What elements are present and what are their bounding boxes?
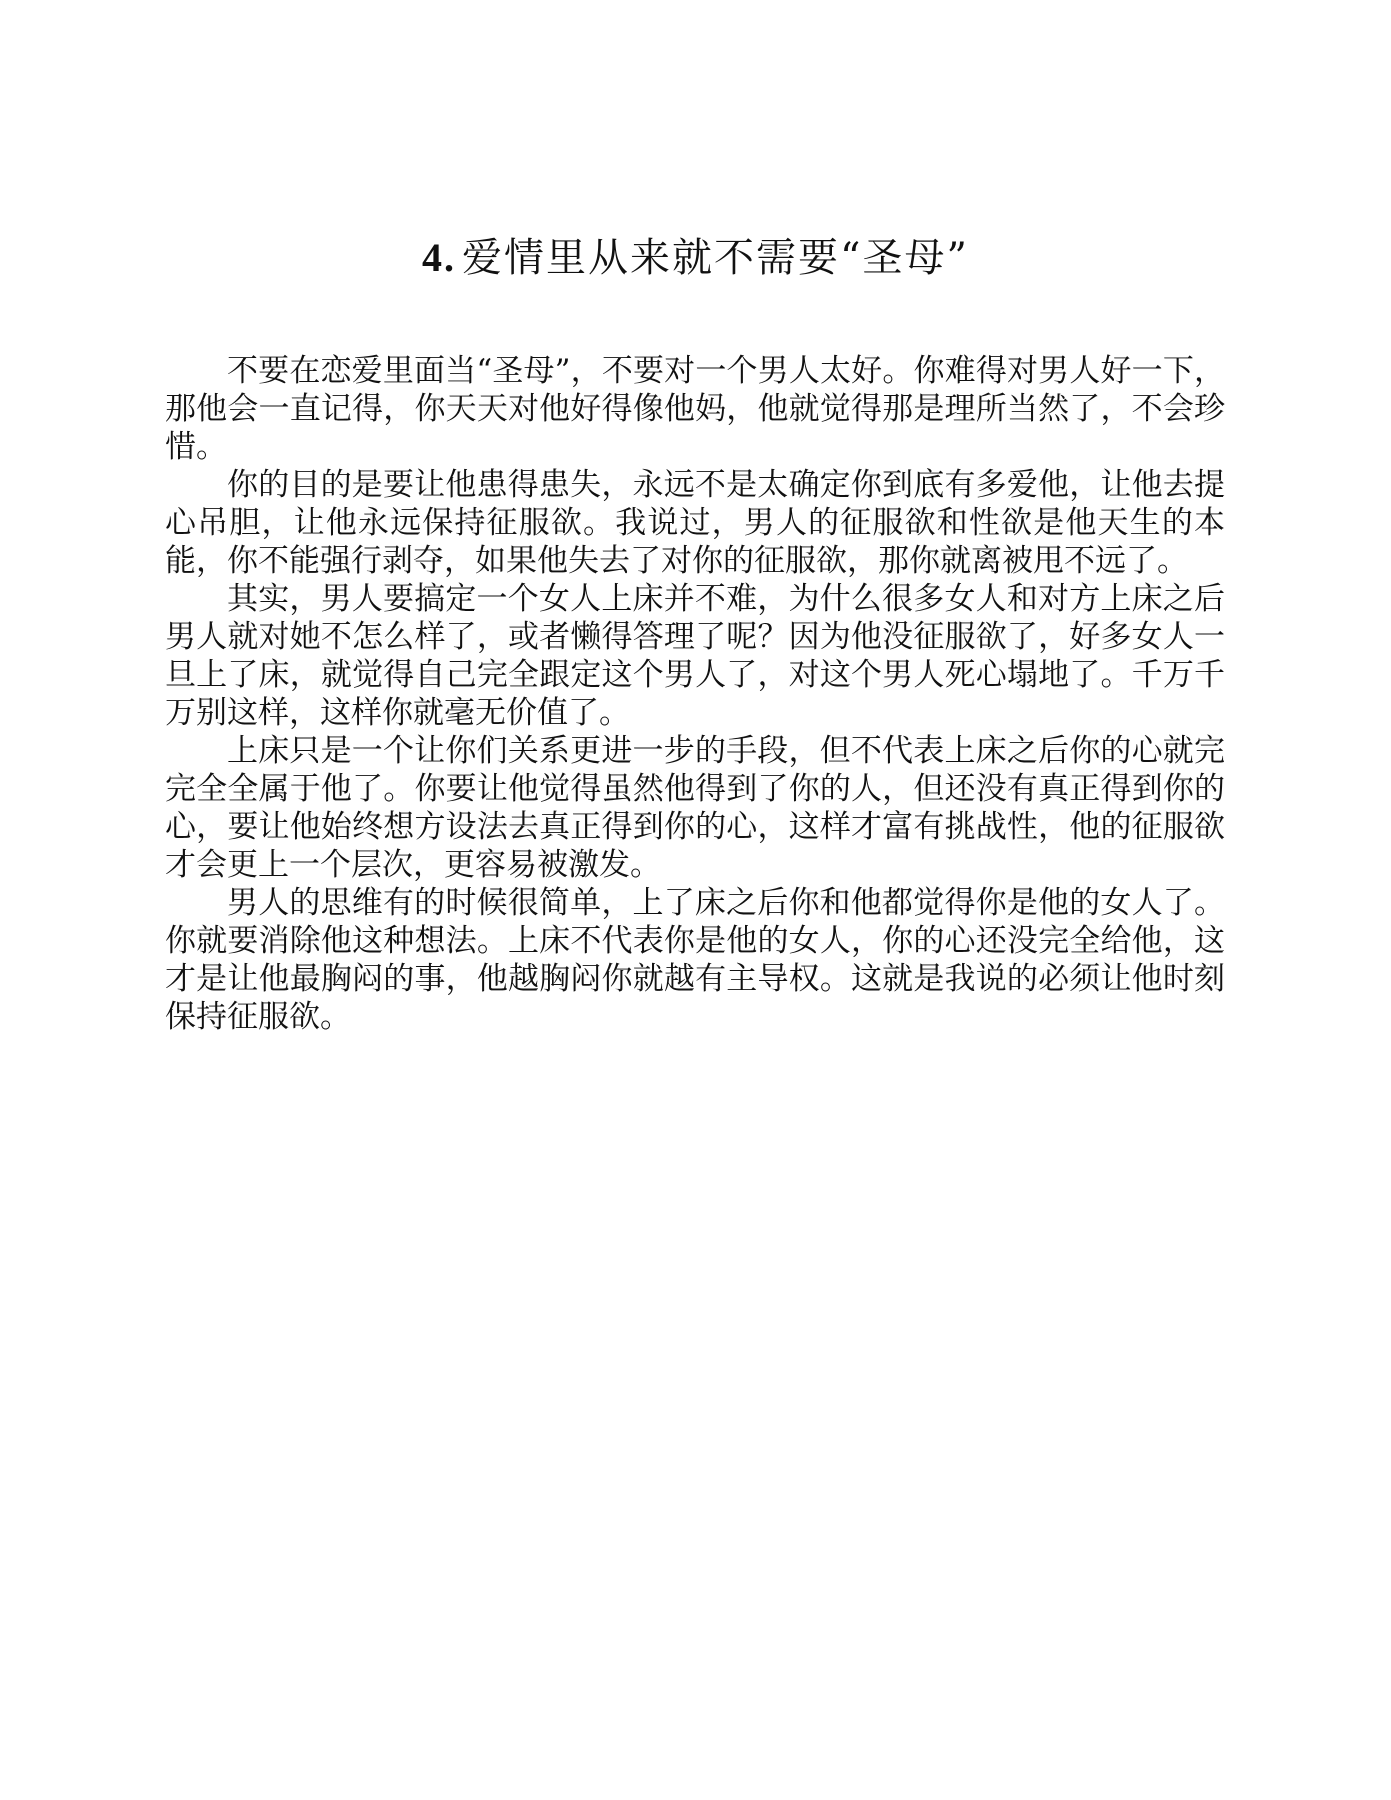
chapter-body — [165, 352, 1225, 1036]
paragraph-5: 男人的思维有的时候很简单，上了床之后你和他都觉得你是他的女人了。你就要消除他这种想法。上床不代表你是他的女人，你的心还没完全给他，这才是让他最胸闷的事，他越胸闷你就越有主导权。这就是我说的必须让他时刻保持征服欲。 — [165, 885, 1225, 1035]
paragraph-4: 上床只是一个让你们关系更进一步的手段，但不代表上床之后你的心就完完全全属于他了。你要让他觉得虽然他得到了你的人，但还没有真正得到你的心，要让他始终想方设法去真正得到你的心，这样才富有挑战性，他的征服欲才会更上一个层次，更容易被激发。 — [165, 733, 1225, 883]
paragraph-1: 不要在恋爱里面当“圣母”，不要对一个男人太好。你难得对男人好一下，那他会一直记得，你天天对他好得像他妈，他就觉得那是理所当然了，不会珍惜。 — [165, 353, 1225, 465]
chapter-number: 4. — [422, 235, 457, 280]
paragraph-3: 其实，男人要搞定一个女人上床并不难，为什么很多女人和对方上床之后男人就对她不怎么样了，或者懒得答理了呢？因为他没征服欲了，好多女人一旦上了床，就觉得自己完全跟定这个男人了，对这个男人死心塌地了。千万千万别这样，这样你就毫无价值了。 — [165, 581, 1225, 731]
paragraph-2: 你的目的是要让他患得患失，永远不是太确定你到底有多爱他，让他去提心吊胆，让他永远保持征服欲。我说过，男人的征服欲和性欲是他天生的本能，你不能强行剥夺，如果他失去了对你的征服欲，那你就离被甩不远了。 — [165, 467, 1225, 579]
chapter-title-text: 爱情里从来就不需要“圣母” — [462, 235, 969, 281]
chapter-title — [0, 230, 1391, 286]
